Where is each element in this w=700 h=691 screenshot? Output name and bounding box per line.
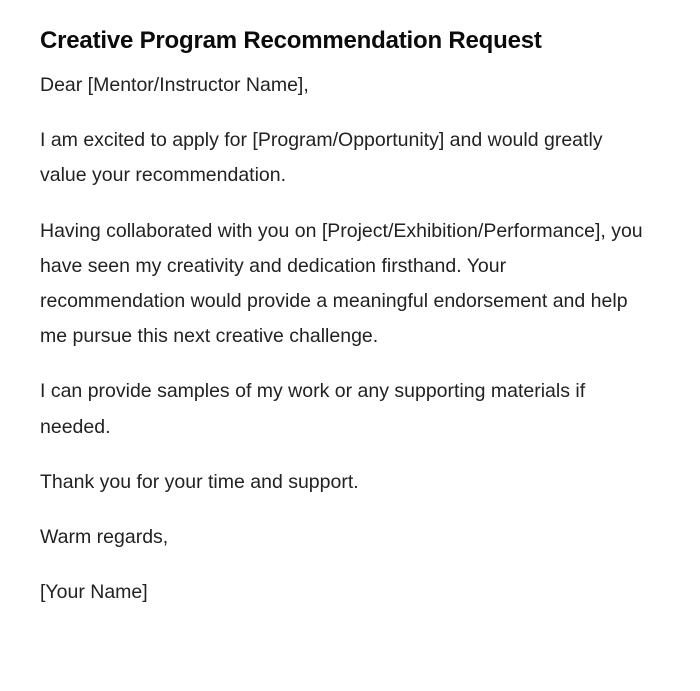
document-title: Creative Program Recommendation Request — [40, 27, 542, 54]
intro-paragraph: I am excited to apply for [Program/Opportunity] and would greatly value your recommendation. — [40, 129, 603, 187]
closing-line: Warm regards, — [40, 526, 169, 549]
body-paragraph: Having collaborated with you on [Project/Exhibition/Performance], you have seen my creativity and dedication firsthand. Your recommendation would provide a meaningful endorsement and help me pursue this next creative challenge. — [40, 219, 643, 348]
offer-paragraph: I can provide samples of my work or any supporting materials if needed. — [40, 380, 586, 438]
salutation: Dear [Mentor/Instructor Name], — [40, 74, 309, 96]
signature-line: [Your Name] — [40, 581, 148, 604]
thanks-line: Thank you for your time and support. — [40, 470, 359, 493]
letter-document — [40, 24, 650, 630]
